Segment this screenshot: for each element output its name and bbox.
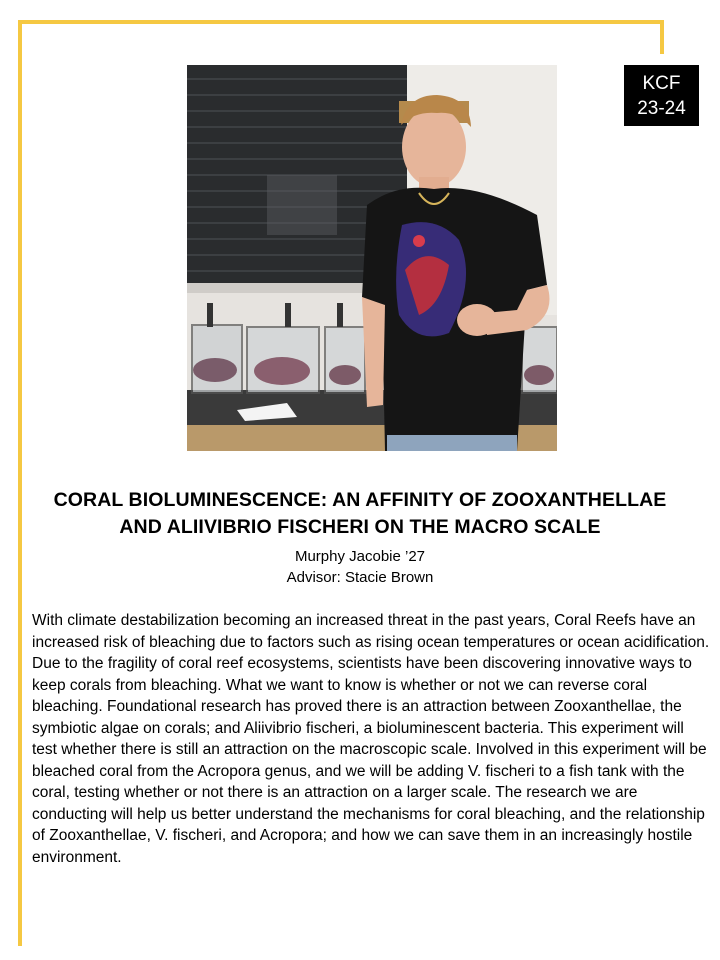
abstract-paragraph: With climate destabilization becoming an increased threat in the past years, Coral Reefs have an increased risk of bleaching due to factors such as rising ocean temperatures or ocean acidification. Due to the fragility of coral reef ecosystems, scientists have been discovering innovative ways to keep corals from bleaching. What we want to know is whether or not we can reverse coral bleaching. Foundational research has proved there is an attraction between Zooxanthellae, the symbiotic algae on corals; and Aliivibrio fischeri, a bioluminescent bacteria. This experiment will test whether there is still an attraction on the macroscopic scale. Involved in this experiment will be bleached coral from the Acropora genus, and we will be adding V. fischeri to a fish tank with the coral, testing whether or not there is an attraction on a larger scale. The research we are conducting will help us better understand the mechanisms for coral bleaching, and the relationship of Zooxanthellae, V. fischeri, and Acropora; and how we can save them in an increasingly hostile environment. xyxy=(32,612,710,866)
author-name: Murphy Jacobie ’27 xyxy=(294,548,426,565)
title-line-2: AND ALIIVIBRIO FISCHERI ON THE MACRO SCALE xyxy=(119,516,601,538)
kcf-badge xyxy=(624,65,699,126)
frame-left-border xyxy=(18,20,22,946)
badge-line-2: 23-24 xyxy=(637,97,686,119)
frame-right-border xyxy=(660,20,664,54)
advisor-name: Advisor: Stacie Brown xyxy=(286,569,434,586)
frame-top-border xyxy=(18,20,664,24)
student-photo xyxy=(187,65,557,451)
title-line-1: CORAL BIOLUMINESCENCE: AN AFFINITY OF ZOOXANTHELLAE xyxy=(53,489,667,511)
poster-title xyxy=(40,487,680,541)
badge-line-1: KCF xyxy=(642,72,681,94)
